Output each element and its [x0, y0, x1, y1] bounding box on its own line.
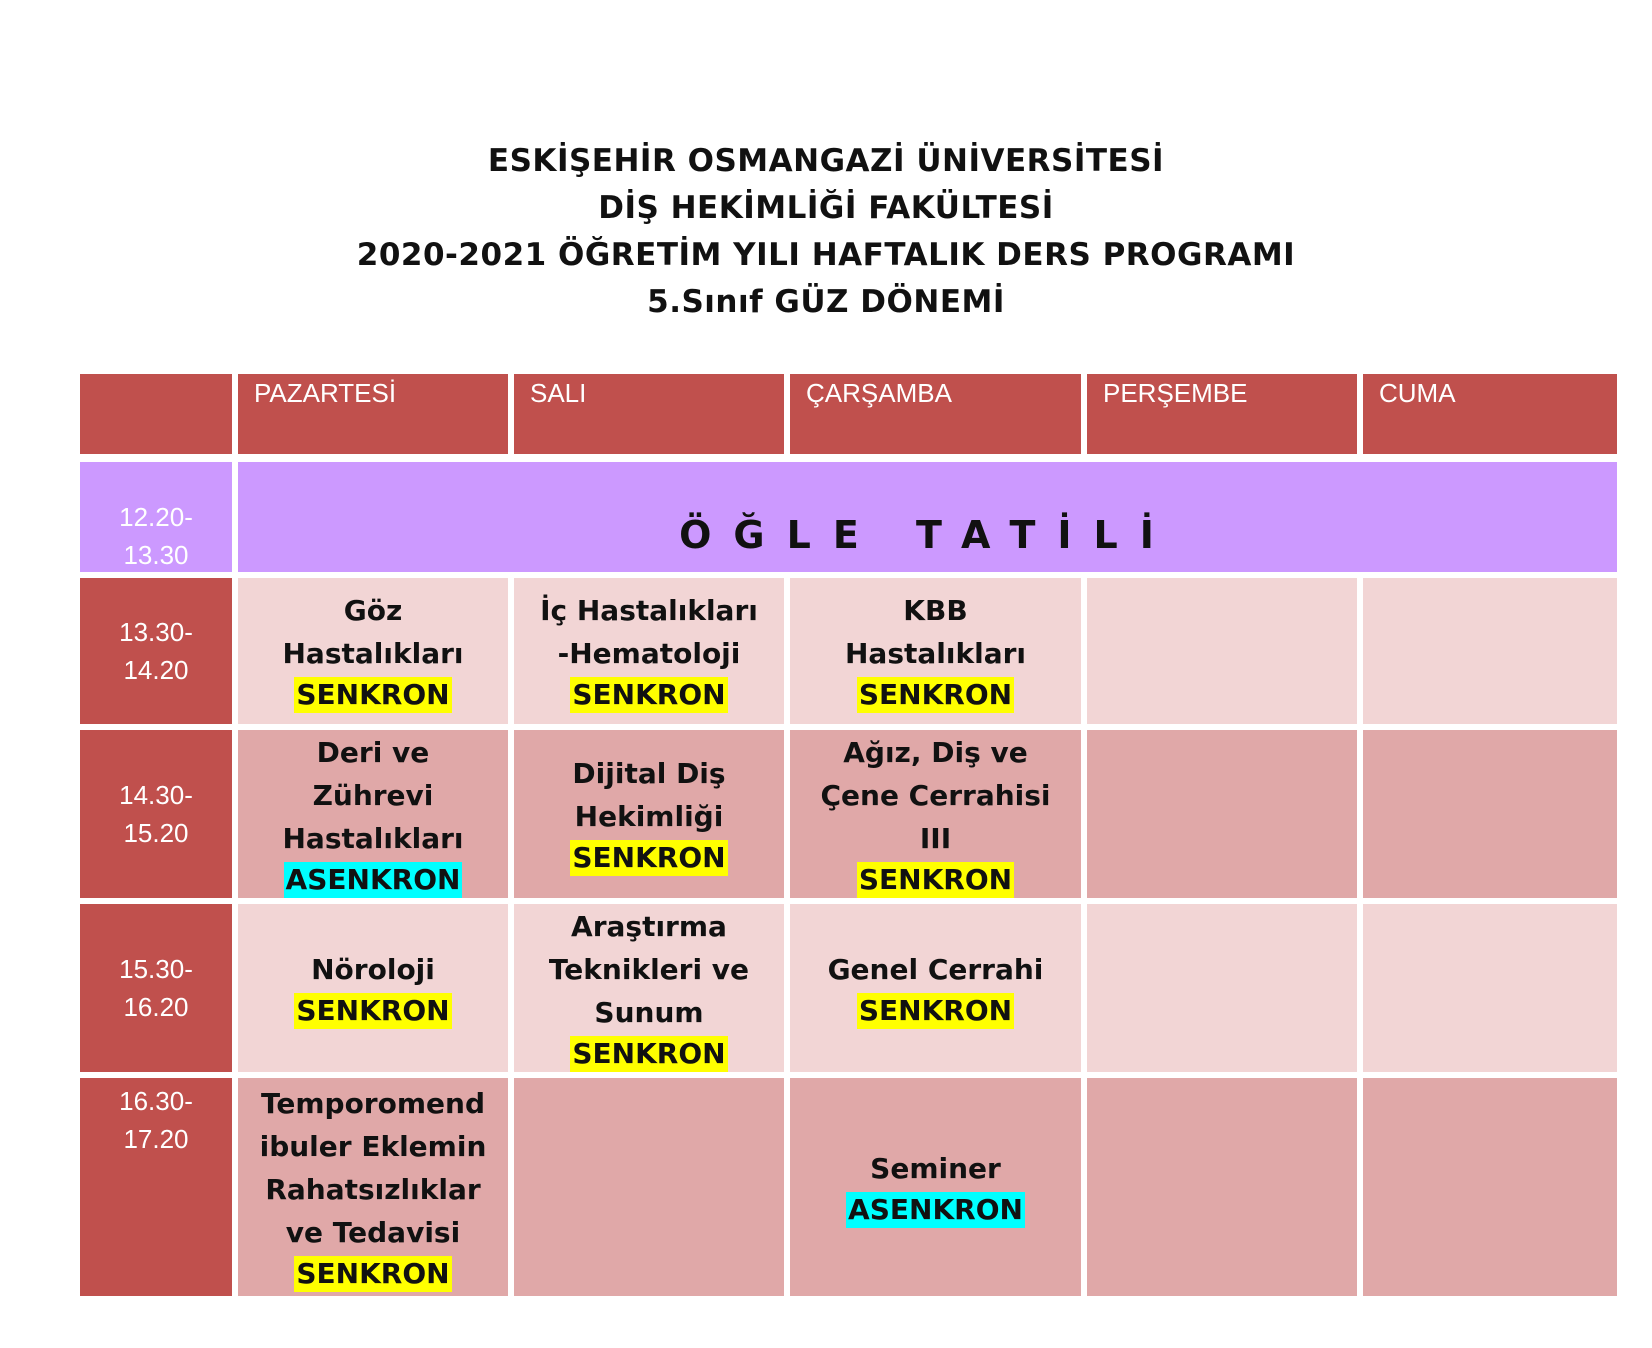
- course-name: Deri ve Zührevi Hastalıkları: [282, 735, 464, 855]
- time-slot-cell: [80, 730, 232, 898]
- delivery-mode-badge: SENKRON: [296, 993, 450, 1027]
- empty-cell: [1363, 730, 1617, 898]
- course-name: Temporomend ibuler Eklemin Rahatsızlıklar ve Tedavisi: [259, 1087, 487, 1249]
- lunch-time-cell: [80, 462, 232, 572]
- delivery-mode-badge: SENKRON: [858, 993, 1013, 1027]
- course-cell: [790, 730, 1081, 898]
- delivery-mode-badge: SENKRON: [296, 1257, 450, 1290]
- course-name: Araştırma Teknikleri ve Sunum: [548, 909, 750, 1029]
- schedule-table: [80, 374, 1617, 1296]
- course-name: Nöroloji: [311, 952, 435, 986]
- time-slot-cell: [80, 1078, 232, 1296]
- course-cell: [790, 904, 1081, 1072]
- program-title: 2020-2021 ÖĞRETİM YILI HAFTALIK DERS PROGRAMI: [356, 237, 1296, 273]
- course-cell: [514, 904, 784, 1072]
- lunch-break-band: [238, 462, 1617, 572]
- course-name: Göz Hastalıkları: [282, 594, 464, 670]
- empty-cell: [1087, 1078, 1357, 1296]
- course-name: Ağız, Diş ve Çene Cerrahisi III: [820, 735, 1051, 855]
- term-title: 5.Sınıf GÜZ DÖNEMİ: [647, 284, 1005, 320]
- course-name: Seminer: [870, 1151, 1001, 1185]
- day-header-label: CUMA: [1379, 378, 1456, 408]
- delivery-mode-badge: ASENKRON: [848, 1192, 1023, 1226]
- day-header-1: [238, 374, 508, 454]
- day-header-2: [514, 374, 784, 454]
- faculty-name: DİŞ HEKİMLİĞİ FAKÜLTESİ: [598, 190, 1054, 226]
- empty-cell: [1087, 904, 1357, 1072]
- delivery-mode-badge: SENKRON: [572, 1036, 726, 1070]
- delivery-mode-badge: SENKRON: [858, 678, 1013, 711]
- course-name: Dijital Diş Hekimliği: [572, 757, 726, 833]
- day-header-label: SALI: [530, 378, 587, 408]
- delivery-mode-badge: SENKRON: [296, 678, 450, 711]
- delivery-mode-badge: SENKRON: [858, 862, 1013, 896]
- university-name: ESKİŞEHİR OSMANGAZİ ÜNİVERSİTESİ: [487, 143, 1165, 179]
- time-slot-cell: [80, 578, 232, 724]
- delivery-mode-badge: SENKRON: [572, 678, 726, 711]
- time-slot-label: 13.30- 14.20: [119, 617, 193, 685]
- course-cell: [790, 1078, 1081, 1296]
- day-header-4: [1087, 374, 1357, 454]
- delivery-mode-badge: SENKRON: [572, 841, 726, 874]
- time-slot-label: 15.30- 16.20: [119, 954, 193, 1022]
- day-header-3: [790, 374, 1081, 454]
- empty-cell: [1363, 578, 1617, 724]
- empty-cell: [1363, 1078, 1617, 1296]
- time-slot-label: 12.20- 13.30: [119, 502, 193, 570]
- day-header-label: PERŞEMBE: [1103, 378, 1248, 408]
- time-slot-cell: [80, 904, 232, 1072]
- day-header-5: [1363, 374, 1617, 454]
- document-header: [0, 138, 1652, 326]
- course-cell: [238, 1078, 508, 1296]
- course-name: KBB Hastalıkları: [845, 594, 1026, 670]
- empty-cell: [1087, 578, 1357, 724]
- lunch-break-label: ÖĞLE TATİLİ: [679, 513, 1176, 557]
- time-slot-label: 14.30- 15.20: [119, 780, 193, 848]
- course-cell: [238, 904, 508, 1072]
- day-header-label: PAZARTESİ: [254, 378, 397, 408]
- time-slot-label: 16.30- 17.20: [119, 1086, 193, 1154]
- empty-cell: [1363, 904, 1617, 1072]
- empty-cell: [1087, 730, 1357, 898]
- course-cell: [238, 578, 508, 724]
- course-cell: [790, 578, 1081, 724]
- header-corner-cell: [80, 374, 232, 454]
- day-header-label: ÇARŞAMBA: [806, 378, 952, 408]
- course-cell: [514, 578, 784, 724]
- delivery-mode-badge: ASENKRON: [285, 862, 461, 896]
- course-name: Genel Cerrahi: [827, 952, 1044, 986]
- empty-cell: [514, 1078, 784, 1296]
- course-cell: [514, 730, 784, 898]
- course-name: İç Hastalıkları -Hematoloji: [540, 594, 758, 670]
- course-cell: [238, 730, 508, 898]
